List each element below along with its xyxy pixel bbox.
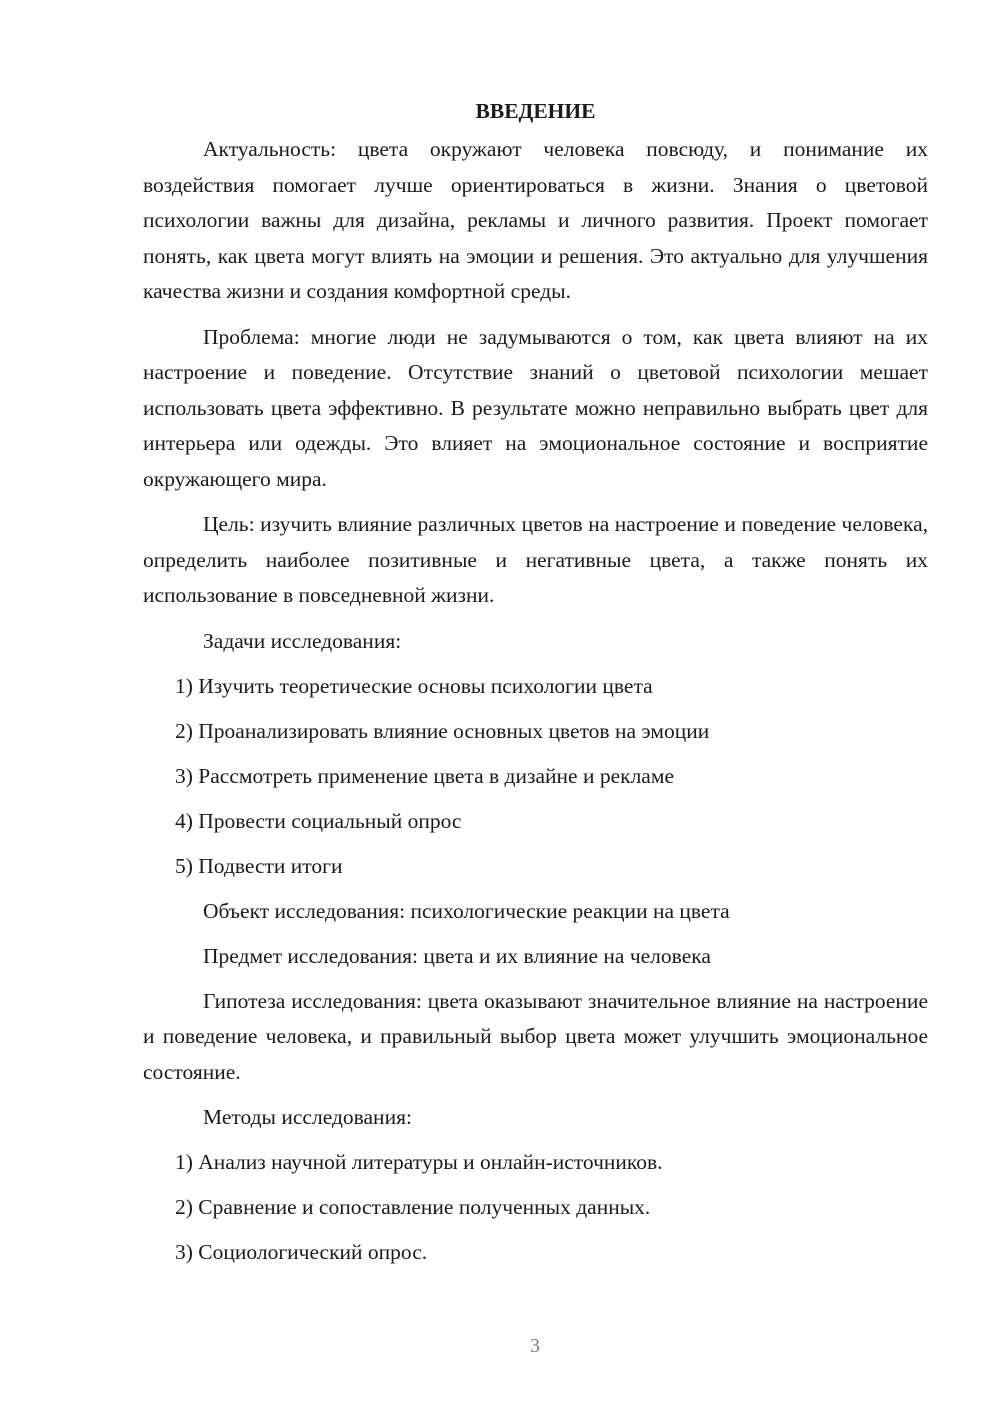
subject-line: Предмет исследования: цвета и их влияние на человека [203, 943, 711, 968]
method-item: 2) Сравнение и сопоставление полученных данных. [175, 1195, 651, 1219]
task-item: 5) Подвести итоги [175, 853, 343, 878]
methods-list [143, 1145, 928, 1271]
methods-heading: Методы исследования: [203, 1105, 412, 1129]
section-title: ВВЕДЕНИЕ [475, 99, 596, 123]
goal-paragraph: Цель: изучить влияние различных цветов на настроение и поведение человека, определить наиболее позитивные и негативные цвета, а также понять их использование в повседневной жизни. [143, 512, 928, 607]
page-content [143, 96, 928, 1280]
method-item: 1) Анализ научной литературы и онлайн-источников. [175, 1150, 663, 1174]
task-item: 4) Провести социальный опрос [175, 808, 462, 833]
problem-paragraph: Проблема: многие люди не задумываются о том, как цвета влияют на их настроение и поведение. Отсутствие знаний о цветовой психологии мешает использовать цвета эффективно. В результате можно неправильно выбрать цвет для интерьера или одежды. Это влияет на эмоциональное состояние и восприятие окружающего мира. [143, 324, 928, 491]
tasks-heading: Задачи исследования: [203, 628, 402, 653]
task-item: 1) Изучить теоретические основы психологии цвета [175, 673, 653, 698]
task-item: 2) Проанализировать влияние основных цветов на эмоции [175, 718, 710, 743]
relevance-paragraph: Актуальность: цвета окружают человека повсюду, и понимание их воздействия помогает лучше ориентироваться в жизни. Знания о цветовой психологии важны для дизайна, рекламы и личного развития. Проект помогает понять, как цвета могут влиять на эмоции и решения. Это актуально для улучшения качества жизни и создания комфортной среды. [143, 137, 928, 303]
method-item: 3) Социологический опрос. [175, 1240, 428, 1264]
object-line: Объект исследования: психологические реакции на цвета [203, 898, 730, 923]
hypothesis-paragraph: Гипотеза исследования: цвета оказывают значительное влияние на настроение и поведение человека, и правильный выбор цвета может улучшить эмоциональное состояние. [143, 988, 928, 1084]
tasks-list [143, 669, 928, 885]
task-item: 3) Рассмотреть применение цвета в дизайне и рекламе [175, 763, 674, 788]
page-number: 3 [530, 1335, 540, 1357]
